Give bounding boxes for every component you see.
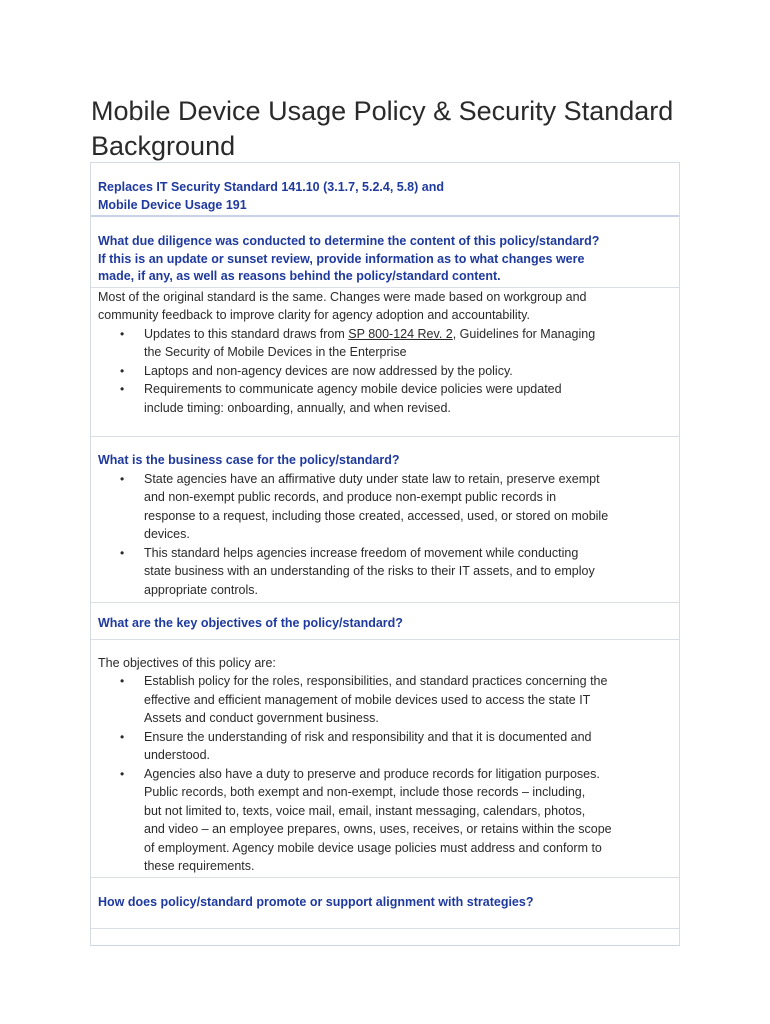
bullet-text: • Requirements to communicate agency mobile device policies were updated xyxy=(144,382,562,396)
due-diligence-intro-line-2: community feedback to improve clarity for agency adoption and accountability. xyxy=(98,308,530,322)
replaces-line-2: Mobile Device Usage 191 xyxy=(98,197,247,212)
bullet-text: devices. xyxy=(144,527,190,541)
bullet-text: these requirements. xyxy=(144,859,255,873)
list-item xyxy=(98,380,673,417)
due-diligence-question-line-1: What due diligence was conducted to determine the content of this policy/standard? xyxy=(98,234,600,248)
objectives-intro: The objectives of this policy are: xyxy=(98,655,276,670)
business-case-row xyxy=(91,437,679,603)
bullet-text: but not limited to, texts, voice mail, email, instant messaging, calendars, photos, xyxy=(144,803,586,818)
due-diligence-bullets xyxy=(98,325,673,418)
replaces-line-1: Replaces IT Security Standard 141.10 (3.1.7, 5.2.4, 5.8) and xyxy=(98,180,444,194)
replaces-row xyxy=(91,163,679,217)
list-item xyxy=(98,470,673,544)
list-item xyxy=(98,325,673,362)
bullet-text: • Laptops and non-agency devices are now addressed by the policy. xyxy=(144,363,513,378)
list-item xyxy=(98,362,673,381)
bullet-text: include timing: onboarding, annually, and when revised. xyxy=(144,400,451,415)
bullet-text: • State agencies have an affirmative duty under state law to retain, preserve exempt xyxy=(144,471,600,486)
alignment-question: How does policy/standard promote or support alignment with strategies? xyxy=(98,894,534,909)
list-item xyxy=(98,728,673,765)
list-item xyxy=(98,544,673,600)
sp-800-124-link[interactable]: SP 800-124 Rev. 2 xyxy=(348,326,453,341)
bullet-text: • Establish policy for the roles, responsibilities, and standard practices concerning the xyxy=(144,674,608,688)
bullet-text: • Ensure the understanding of risk and responsibility and that it is documented and xyxy=(144,729,592,744)
bullet-text: response to a request, including those created, accessed, used, or stored on mobile xyxy=(144,508,609,523)
bullet-text: appropriate controls. xyxy=(144,582,258,597)
alignment-answer-row xyxy=(91,929,679,945)
list-item xyxy=(98,765,673,876)
background-table xyxy=(90,162,680,946)
bullet-text: of employment. Agency mobile device usage policies must address and conform to xyxy=(144,840,602,855)
bullet-text: and non-exempt public records, and produce non-exempt public records in xyxy=(144,490,557,504)
business-case-bullets xyxy=(98,470,673,600)
bullet-text: • Agencies also have a duty to preserve and produce records for litigation purposes. xyxy=(144,766,600,781)
page-title-line-2: Background xyxy=(91,131,236,161)
objectives-answer-row xyxy=(91,640,679,878)
due-diligence-question-line-3: made, if any, as well as reasons behind the policy/standard content. xyxy=(98,269,501,283)
bullet-text: effective and efficient management of mobile devices used to access the state IT xyxy=(144,692,591,707)
objectives-question: What are the key objectives of the policy/standard? xyxy=(98,616,403,630)
due-diligence-question-row xyxy=(91,217,679,288)
due-diligence-question-line-2: If this is an update or sunset review, provide information as to what changes were xyxy=(98,251,585,266)
bullet-text: Assets and conduct government business. xyxy=(144,711,379,725)
page-title xyxy=(91,94,711,164)
due-diligence-intro-line-1: Most of the original standard is the same. Changes were made based on workgroup and xyxy=(98,289,587,304)
bullet-text: state business with an understanding of the risks to their IT assets, and to employ xyxy=(144,564,595,578)
objectives-question-row xyxy=(91,603,679,640)
objectives-bullets xyxy=(98,672,673,876)
bullet-text: and video – an employee prepares, owns, uses, receives, or retains within the scope xyxy=(144,822,612,836)
bullet-text: Updates to this standard draws from xyxy=(144,326,349,341)
page-title-line-1: Mobile Device Usage Policy & Security Standard xyxy=(91,96,674,126)
due-diligence-answer-row xyxy=(91,288,679,438)
bullet-text: • This standard helps agencies increase freedom of movement while conducting xyxy=(144,545,579,560)
bullet-text: understood. xyxy=(144,748,211,762)
bullet-text: the Security of Mobile Devices in the Enterprise xyxy=(144,345,407,359)
business-case-question: What is the business case for the policy/standard? xyxy=(98,453,400,467)
bullet-text: Public records, both exempt and non-exempt, include those records – including, xyxy=(144,785,586,799)
alignment-question-row xyxy=(91,878,679,930)
bullet-text: , Guidelines for Managing xyxy=(452,326,596,341)
list-item xyxy=(98,672,673,728)
